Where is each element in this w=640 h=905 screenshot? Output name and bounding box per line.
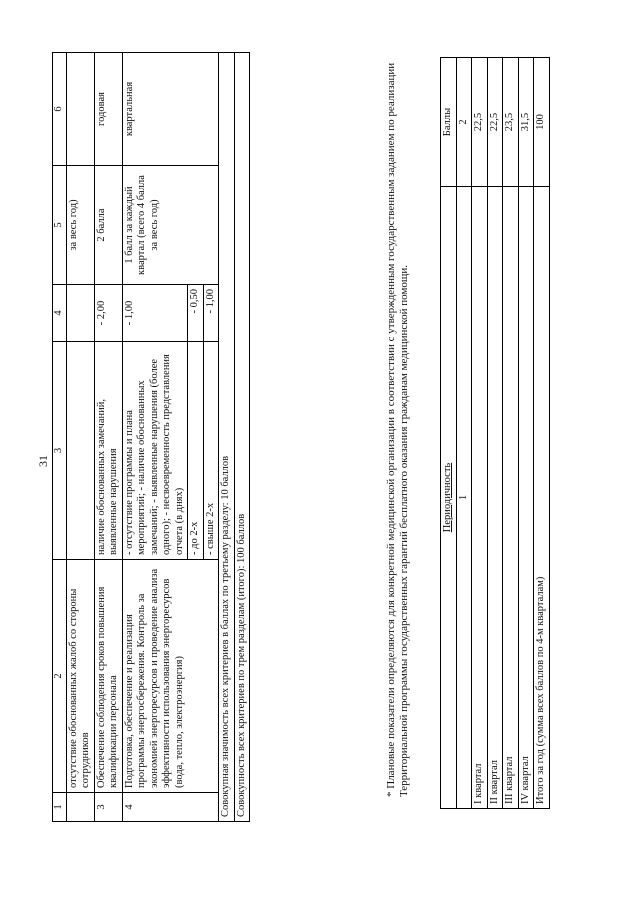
table-row [534,58,550,809]
score-value: - 2,00 [94,285,122,342]
table-row [94,53,122,822]
table-row [487,58,503,809]
total-row [219,53,235,822]
criteria-table [52,52,250,822]
header-points: Баллы [441,58,457,187]
table-header-row [53,53,67,822]
delay-score: - 0,50 [188,285,204,342]
period-points: 23,5 [503,58,519,187]
period-label: II квартал [487,187,503,809]
condition-text: - отсутствие программы и плана мероприятий; - наличие обоснованных замечаний; - выявленные нарушения (более одного); - несвоевременность представления отчета (в днях) [122,342,188,560]
period-label: Итого за год (сумма всех баллов по 4-м кварталам) [534,187,550,809]
points-text: 2 балла [94,166,122,285]
section-total: Совокупная значимость всех критериев в баллах по третьему разделу: 10 баллов [219,53,235,822]
criterion-text: Подготовка, обеспечение и реализация программы энергосбережения. Контроль за экономией энергоресурсов и проведение анализа эффективности использования энергоресурсов (вода, тепло, электроэнергия) [122,560,219,793]
table-number-row [456,58,472,809]
table-row [122,53,188,822]
row-number: 4 [122,793,219,822]
criterion-text: отсутствие обоснованных жалоб со стороны сотрудников [66,560,94,793]
row-number: 3 [94,793,122,822]
periodicity-text: квартальная [122,53,219,166]
periodicity-text: годовая [94,53,122,166]
criterion-text: Обеспечение соблюдения сроков повышения квалификации персонала [94,560,122,793]
total-row [234,53,250,822]
header-col-6: 6 [53,53,67,166]
column-number: 1 [456,187,472,809]
score-value: - 1,00 [122,285,188,342]
column-number: 2 [456,58,472,187]
header-col-2: 2 [53,560,67,793]
period-label: III квартал [503,187,519,809]
period-points-table [440,57,550,809]
table-row [472,58,488,809]
header-col-3: 3 [53,342,67,560]
overall-total: Совокупность всех критериев по трем разделам (итого): 100 баллов [234,53,250,822]
condition-text: наличие обоснованных замечаний, выявленные нарушения [94,342,122,560]
delay-score: - 1,00 [203,285,219,342]
points-text: за весь год) [66,166,94,285]
delay-label: - до 2-х [188,342,204,560]
delay-label: - свыше 2-х [203,342,219,560]
table-row [518,58,534,809]
footnote: * Плановые показатели определяются для конкретной медицинской организации в соответствии с утвержденным государственным заданием по реализации Территориальной программы государственных гарантий бесплатного оказания гражданам медицинской помощи. [385,62,410,797]
period-points: 100 [534,58,550,187]
table-row [503,58,519,809]
period-label: IV квартал [518,187,534,809]
header-col-4: 4 [53,285,67,342]
period-points: 22,5 [472,58,488,187]
period-points: 22,5 [487,58,503,187]
points-text: 1 балл за каждый квартал (всего 4 балла за весь год) [122,166,219,285]
table-header-row [441,58,457,809]
header-col-5: 5 [53,166,67,285]
header-col-1: 1 [53,793,67,822]
period-label: I квартал [472,187,488,809]
table-row [66,53,94,822]
period-points: 31,5 [518,58,534,187]
header-period: Периодичность [441,187,457,809]
page-number: 31 [36,455,50,467]
